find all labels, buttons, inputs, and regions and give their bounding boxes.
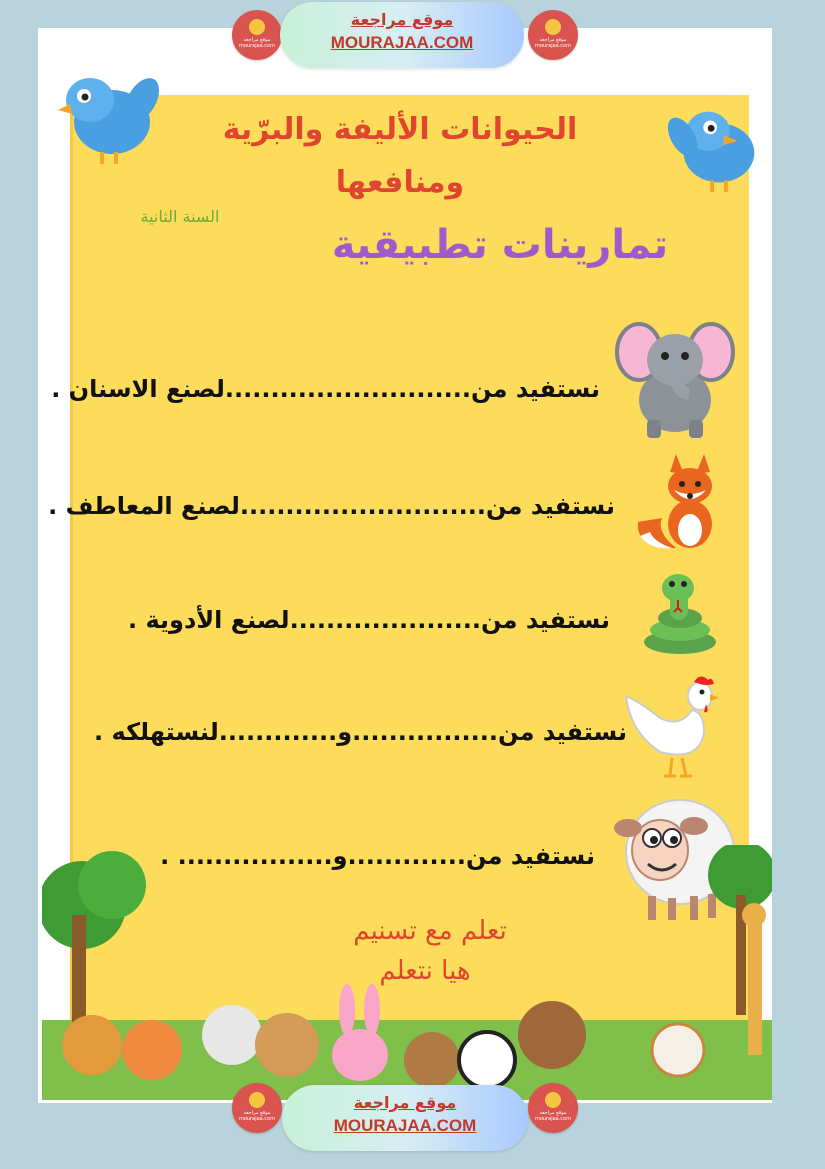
logo-text: موقع مراجعة mourajaa.com — [534, 37, 571, 49]
worksheet-title: الحيوانات الأليفة والبرّية — [222, 112, 578, 147]
fox-icon — [636, 452, 726, 552]
snake-icon — [640, 572, 720, 656]
worksheet-title-line2: ومنافعها — [335, 165, 465, 200]
exercise-line-4: نستفيد من................و.............لنستهلكه . — [94, 718, 627, 746]
site-logo-left[interactable] — [232, 10, 282, 60]
logo-text: موقع مراجعة mourajaa.com — [238, 37, 275, 49]
site-banner-bottom[interactable] — [282, 1085, 528, 1151]
logo-text: موقع مراجعة mourajaa.com — [534, 1110, 571, 1122]
blue-bird-icon — [52, 60, 162, 170]
site-name-en[interactable]: MOURAJAA.COM — [333, 1116, 477, 1135]
site-name-ar[interactable]: موقع مراجعة — [353, 1093, 457, 1112]
logo-icon — [545, 1092, 561, 1108]
exercise-line-1: نستفيد من...........................لصنع الاسنان . — [51, 375, 600, 403]
footer-line-1: تعلم مع تسنيم — [353, 916, 507, 946]
elephant-icon — [615, 312, 735, 440]
site-logo-right[interactable] — [528, 1083, 578, 1133]
logo-icon — [249, 19, 265, 35]
worksheet-subtitle: تمارينات تطبيقية — [331, 222, 669, 268]
exercise-line-3: نستفيد من.....................لصنع الأدوية . — [127, 606, 610, 634]
exercise-line-5: نستفيد من.............و................. . — [160, 842, 595, 870]
site-banner-top[interactable] — [280, 2, 524, 68]
blue-bird-icon — [665, 92, 773, 200]
hen-icon — [620, 672, 720, 784]
exercise-line-2: نستفيد من...........................لصنع المعاطف . — [48, 492, 615, 520]
site-logo-left[interactable] — [232, 1083, 282, 1133]
logo-icon — [545, 19, 561, 35]
site-name-en[interactable]: MOURAJAA.COM — [330, 33, 474, 52]
site-name-ar[interactable]: موقع مراجعة — [350, 10, 454, 29]
logo-icon — [249, 1092, 265, 1108]
footer-line-2: هيا نتعلم — [379, 956, 471, 986]
site-logo-right[interactable] — [528, 10, 578, 60]
logo-text: موقع مراجعة mourajaa.com — [238, 1110, 275, 1122]
grade-label: السنة الثانية — [140, 207, 220, 226]
